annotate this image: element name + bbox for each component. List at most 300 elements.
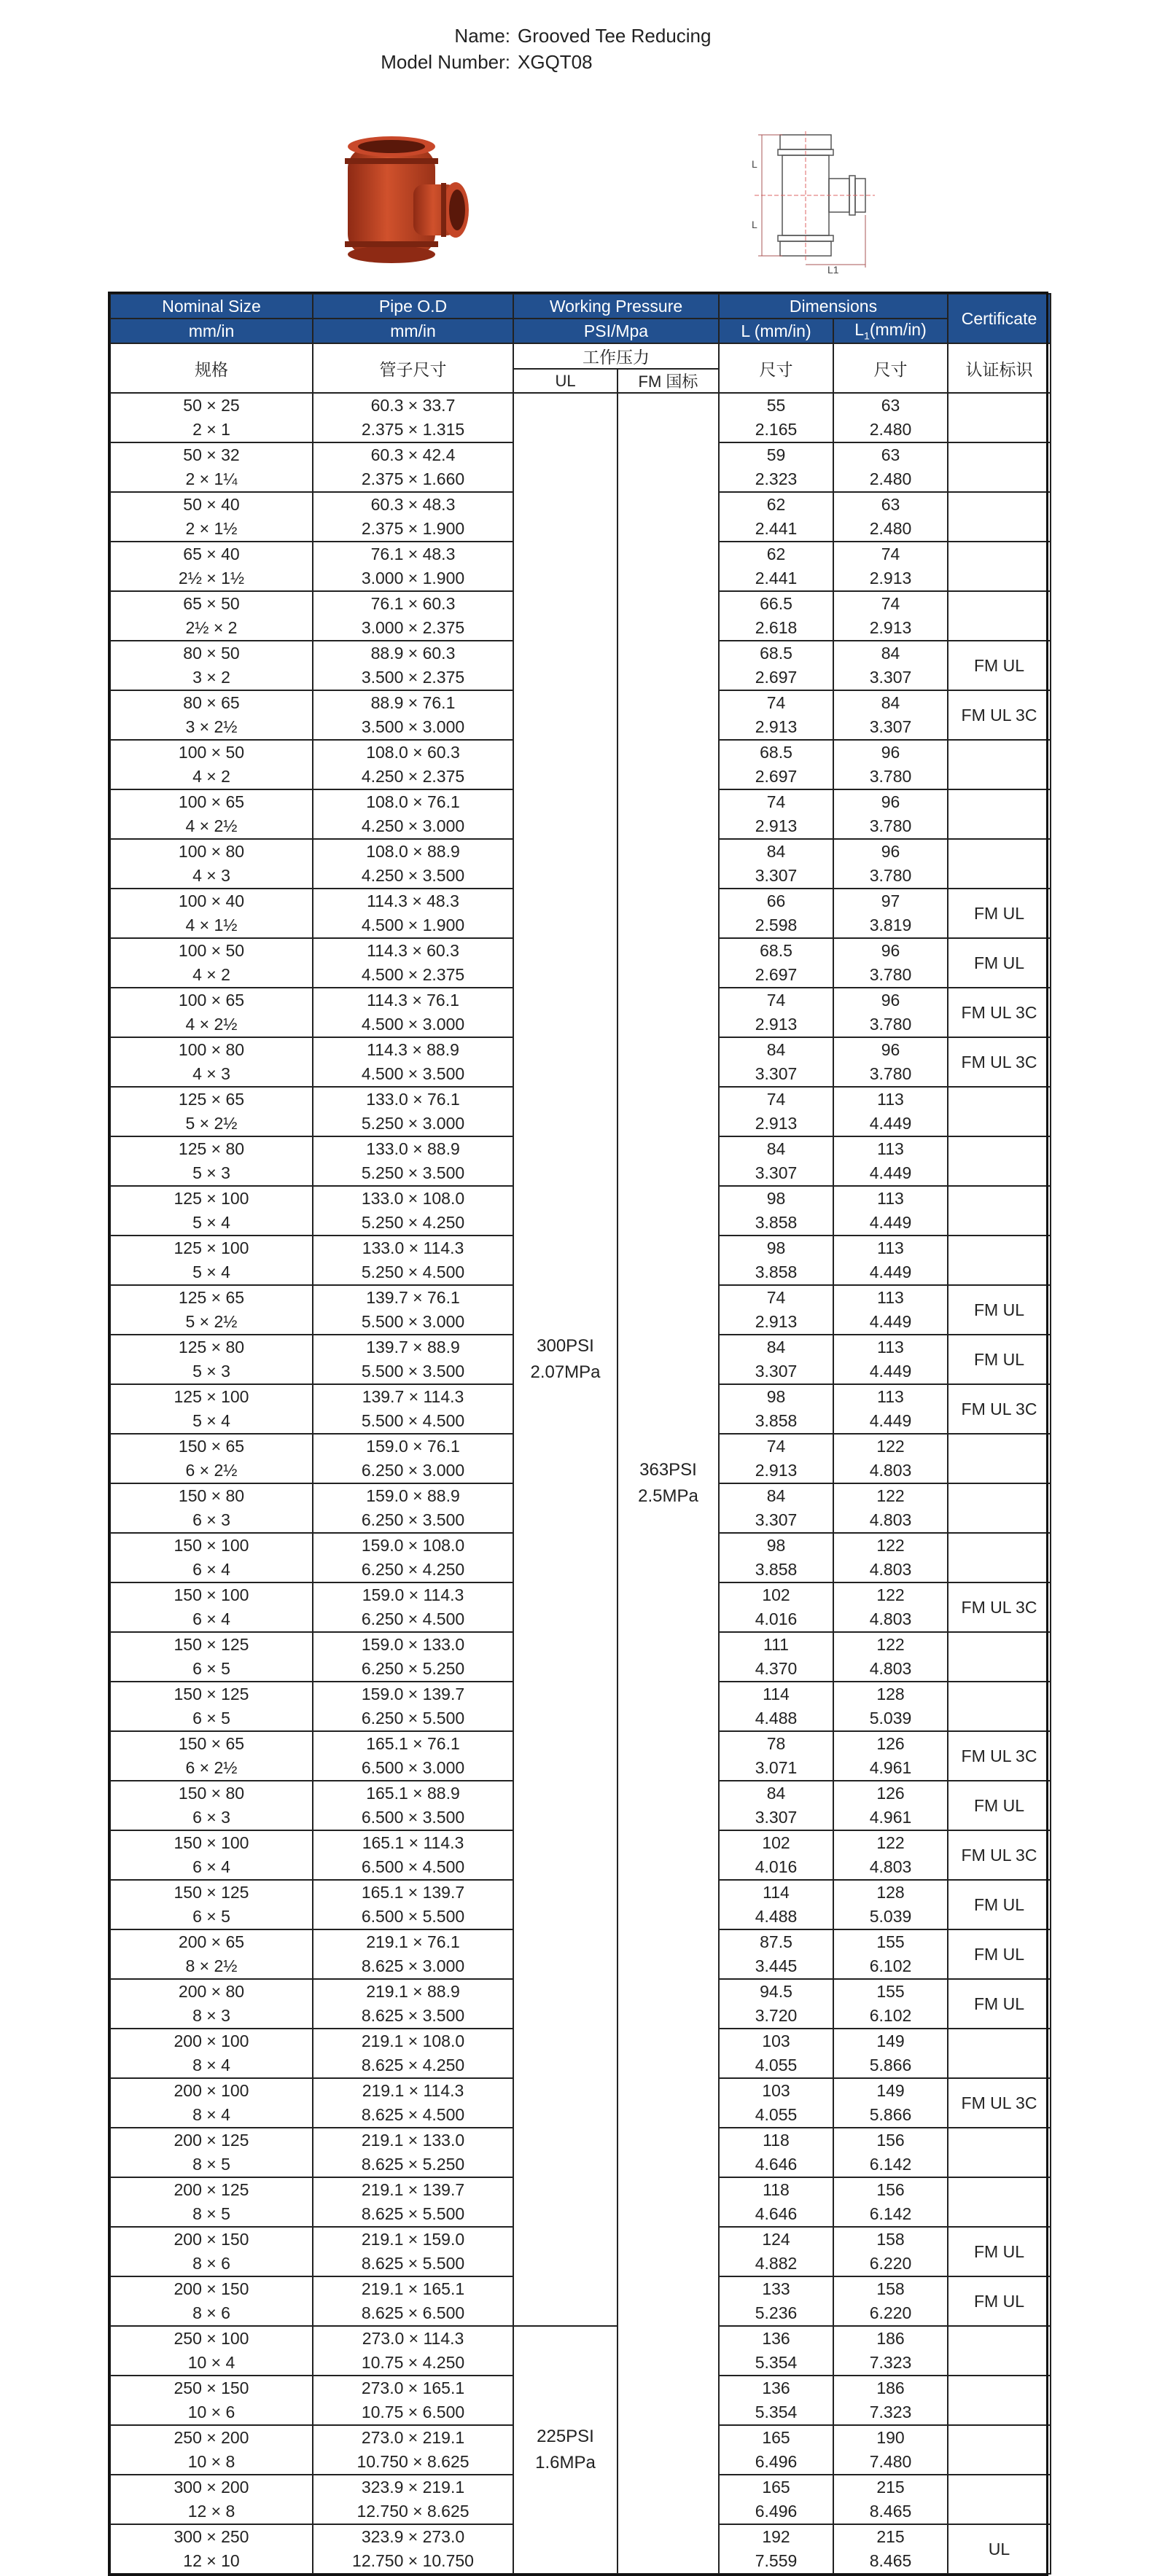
nominal-size-cell-in: 5 × 2½ (185, 1114, 238, 1133)
l-dimension-cell (719, 2276, 833, 2326)
l1-dimension-cell (833, 839, 948, 889)
pipe-od-cell-in: 3.500 × 3.000 (361, 717, 465, 736)
nominal-size-cell (110, 889, 313, 938)
nominal-size-cell-in: 8 × 5 (192, 2204, 230, 2223)
l1-dimension-cell (833, 1533, 948, 1582)
certificate-cell (948, 1236, 1051, 1285)
nominal-size-cell-mm: 80 × 50 (183, 644, 240, 663)
pipe-od-cell-mm: 108.0 × 88.9 (366, 842, 460, 861)
pipe-od-cell (313, 938, 513, 988)
pipe-od-cell-in: 6.500 × 3.000 (361, 1758, 465, 1777)
nominal-size-cell-mm: 150 × 125 (174, 1635, 249, 1654)
nominal-size-cell-mm: 150 × 80 (178, 1784, 245, 1803)
certificate-cell (948, 839, 1051, 889)
certificate-cell (948, 2376, 1051, 2425)
nominal-size-cell (110, 740, 313, 789)
l-dimension-cell-in: 3.307 (755, 1362, 798, 1381)
l1-dimension-cell-in: 7.323 (869, 2403, 912, 2421)
nominal-size-cell-mm: 200 × 100 (174, 2081, 249, 2100)
nominal-size-cell (110, 1037, 313, 1087)
nominal-size-cell-mm: 125 × 80 (178, 1139, 245, 1158)
l-dimension-cell-mm: 114 (763, 1883, 790, 1902)
l-dimension-cell (719, 2425, 833, 2475)
l-dimension-cell (719, 2475, 833, 2524)
certificate-cell (948, 2326, 1051, 2376)
certificate-cell (948, 1483, 1051, 1533)
pipe-od-cell-mm: 219.1 × 165.1 (361, 2279, 465, 2298)
l1-dimension-cell-in: 7.480 (869, 2452, 912, 2471)
certificate-cell: FM UL 3C (948, 1731, 1051, 1781)
nominal-size-cell-in: 4 × 2 (192, 965, 230, 984)
l1-dimension-cell-mm: 158 (876, 2279, 905, 2298)
l1-dimension-cell-in: 4.449 (869, 1362, 912, 1381)
l-dimension-cell-mm: 84 (766, 1139, 786, 1158)
nominal-size-cell-in: 12 × 10 (183, 2551, 240, 2570)
nominal-size-cell-in: 4 × 3 (192, 866, 230, 885)
pipe-od-cell (313, 492, 513, 542)
unit-l1-main: L (854, 320, 865, 340)
l1-dimension-cell-in: 3.307 (869, 717, 912, 736)
certificate-cell: FM UL 3C (948, 1582, 1051, 1632)
l-dimension-cell (719, 1632, 833, 1682)
l-dimension-cell-in: 2.913 (755, 1461, 798, 1480)
certificate-cell (948, 1136, 1051, 1186)
nominal-size-cell-in: 12 × 8 (187, 2502, 235, 2521)
pipe-od-cell-in: 4.250 × 2.375 (361, 767, 465, 786)
nominal-size-cell-mm: 200 × 125 (174, 2131, 249, 2150)
l1-dimension-cell (833, 889, 948, 938)
pipe-od-cell-mm: 114.3 × 88.9 (367, 1040, 459, 1059)
pipe-od-cell-mm: 139.7 × 88.9 (366, 1338, 460, 1357)
nominal-size-cell (110, 2227, 313, 2276)
pipe-od-cell-mm: 159.0 × 88.9 (366, 1486, 460, 1505)
pipe-od-cell-in: 8.625 × 5.500 (361, 2204, 465, 2223)
pipe-od-cell-mm: 219.1 × 108.0 (361, 2031, 465, 2050)
l1-dimension-cell-mm: 97 (881, 891, 900, 910)
l1-dimension-cell-in: 5.866 (869, 2056, 912, 2075)
fm-psi: 363PSI (639, 1460, 697, 1480)
l1-dimension-cell-mm: 122 (876, 1486, 905, 1505)
l-dimension-cell (719, 1186, 833, 1236)
pipe-od-cell (313, 889, 513, 938)
l1-dimension-cell (833, 492, 948, 542)
nominal-size-cell-mm: 125 × 80 (178, 1338, 245, 1357)
nominal-size-cell-mm: 125 × 100 (174, 1387, 249, 1406)
certificate-cell: FM UL (948, 2227, 1051, 2276)
certificate-cell (948, 1632, 1051, 1682)
fm-pressure-cell (618, 393, 719, 2574)
l1-dimension-cell-in: 6.220 (869, 2303, 912, 2322)
l-dimension-cell-in: 2.913 (755, 1114, 798, 1133)
l1-dimension-cell-in: 6.102 (869, 2006, 912, 2025)
pipe-od-cell (313, 2177, 513, 2227)
l-dimension-cell (719, 1037, 833, 1087)
pipe-od-cell-in: 12.750 × 8.625 (357, 2502, 470, 2521)
certificate-cell (948, 492, 1051, 542)
pipe-od-cell-in: 6.250 × 5.250 (361, 1659, 465, 1678)
pipe-od-cell (313, 1285, 513, 1335)
l-dimension-cell (719, 740, 833, 789)
unit-l1-sub: 1 (864, 329, 870, 342)
nominal-size-cell (110, 2326, 313, 2376)
pipe-od-cell (313, 1483, 513, 1533)
l-dimension-cell-mm: 59 (766, 445, 786, 464)
name-label: Name: (454, 25, 510, 47)
unit-pressure: PSI/Mpa (513, 319, 719, 343)
l1-dimension-cell-in: 6.220 (869, 2254, 912, 2273)
nominal-size-cell (110, 2128, 313, 2177)
l1-dimension-cell-mm: 122 (876, 1536, 905, 1555)
pipe-od-cell-in: 4.500 × 1.900 (361, 916, 465, 934)
l1-dimension-cell-mm: 126 (876, 1734, 905, 1753)
unit-nominal: mm/in (110, 319, 313, 343)
l-dimension-cell (719, 1335, 833, 1384)
pipe-od-cell-in: 3.000 × 2.375 (361, 618, 465, 637)
pipe-od-cell-mm: 88.9 × 60.3 (370, 644, 456, 663)
l1-dimension-cell-in: 3.780 (869, 816, 912, 835)
nominal-size-cell (110, 1781, 313, 1830)
l1-dimension-cell-mm: 155 (876, 1982, 905, 2001)
l-dimension-cell-mm: 136 (762, 2378, 790, 2397)
certificate-cell (948, 740, 1051, 789)
pipe-od-cell-in: 4.500 × 3.000 (361, 1015, 465, 1034)
l-dimension-cell (719, 1682, 833, 1731)
nominal-size-cell-mm: 200 × 150 (174, 2279, 249, 2298)
col-ul: UL (513, 369, 618, 393)
l-dimension-cell-in: 3.307 (755, 1808, 798, 1827)
pipe-od-cell-mm: 273.0 × 219.1 (361, 2428, 465, 2447)
l-dimension-cell (719, 1582, 833, 1632)
pipe-od-cell-mm: 323.9 × 273.0 (361, 2527, 465, 2546)
l1-dimension-cell-mm: 96 (881, 743, 900, 762)
l1-dimension-cell-in: 3.780 (869, 965, 912, 984)
l-dimension-cell (719, 1434, 833, 1483)
l1-dimension-cell (833, 740, 948, 789)
pipe-od-cell-mm: 114.3 × 60.3 (367, 941, 459, 960)
certificate-cell: FM UL (948, 1285, 1051, 1335)
l1-dimension-cell-in: 3.307 (869, 668, 912, 687)
nominal-size-cell (110, 2078, 313, 2128)
nominal-size-cell (110, 690, 313, 740)
nominal-size-cell-in: 5 × 4 (192, 1262, 230, 1281)
l-dimension-cell-in: 3.071 (755, 1758, 798, 1777)
nominal-size-cell (110, 2029, 313, 2078)
l-dimension-cell (719, 2029, 833, 2078)
nominal-size-cell-mm: 250 × 150 (174, 2378, 249, 2397)
nominal-size-cell (110, 1731, 313, 1781)
l-dimension-cell-in: 4.016 (755, 1609, 798, 1628)
l1-dimension-cell (833, 1087, 948, 1136)
l1-dimension-cell-mm: 74 (881, 594, 900, 613)
nominal-size-cell (110, 2276, 313, 2326)
nominal-size-cell-in: 5 × 3 (192, 1362, 230, 1381)
pipe-od-cell (313, 1236, 513, 1285)
l1-dimension-cell-in: 4.961 (869, 1808, 912, 1827)
l-dimension-cell-mm: 55 (766, 396, 786, 415)
l1-dimension-cell-in: 4.449 (869, 1262, 912, 1281)
l1-dimension-cell-mm: 215 (876, 2478, 905, 2497)
nominal-size-cell-mm: 100 × 80 (178, 842, 245, 861)
pipe-od-cell-in: 5.250 × 4.500 (361, 1262, 465, 1281)
pipe-od-cell (313, 740, 513, 789)
l-dimension-cell (719, 393, 833, 442)
nominal-size-cell (110, 1236, 313, 1285)
nominal-size-cell (110, 789, 313, 839)
l-dimension-cell (719, 2128, 833, 2177)
pipe-od-cell (313, 1830, 513, 1880)
l1-dimension-cell-mm: 96 (881, 842, 900, 861)
pipe-od-cell (313, 2425, 513, 2475)
pipe-od-cell (313, 2029, 513, 2078)
pipe-od-cell-in: 6.500 × 4.500 (361, 1857, 465, 1876)
l-dimension-cell-in: 6.496 (755, 2502, 798, 2521)
nominal-size-cell-mm: 150 × 80 (178, 1486, 245, 1505)
l1-dimension-cell-mm: 96 (881, 792, 900, 811)
l1-dimension-cell-in: 2.480 (869, 519, 912, 538)
nominal-size-cell-in: 10 × 6 (187, 2403, 235, 2421)
fm-mpa: 2.5MPa (638, 1486, 698, 1506)
pipe-od-cell (313, 2276, 513, 2326)
nominal-size-cell-in: 10 × 4 (187, 2353, 235, 2372)
nominal-size-cell-mm: 100 × 65 (178, 991, 245, 1010)
nominal-size-cell (110, 1682, 313, 1731)
pipe-od-cell-in: 4.250 × 3.000 (361, 816, 465, 835)
l1-dimension-cell-mm: 113 (877, 1090, 904, 1109)
l1-dimension-cell-mm: 190 (876, 2428, 905, 2447)
nominal-size-cell-mm: 250 × 100 (174, 2329, 249, 2348)
col-fm: FM 国标 (618, 369, 719, 393)
l1-dimension-cell (833, 1483, 948, 1533)
nominal-size-cell (110, 2524, 313, 2574)
model-label: Model Number: (381, 51, 510, 73)
certificate-cell: FM UL 3C (948, 1037, 1051, 1087)
l-dimension-cell (719, 1929, 833, 1979)
pipe-od-cell (313, 542, 513, 591)
l1-dimension-cell-mm: 113 (877, 1189, 904, 1208)
l-dimension-cell-mm: 118 (763, 2131, 790, 2150)
l1-dimension-cell (833, 2227, 948, 2276)
nominal-size-cell (110, 2425, 313, 2475)
pipe-od-cell-in: 10.75 × 4.250 (361, 2353, 465, 2372)
pipe-od-cell (313, 1682, 513, 1731)
pipe-od-cell (313, 442, 513, 492)
l1-dimension-cell-in: 6.102 (869, 1956, 912, 1975)
nominal-size-cell-mm: 100 × 40 (178, 891, 245, 910)
pipe-od-cell-in: 5.250 × 3.500 (361, 1163, 465, 1182)
l-dimension-cell-mm: 114 (763, 1685, 790, 1703)
l1-dimension-cell-mm: 122 (876, 1833, 905, 1852)
l1-dimension-cell-in: 5.039 (869, 1709, 912, 1728)
nominal-size-cell (110, 393, 313, 442)
l1-dimension-cell-mm: 149 (876, 2081, 905, 2100)
l-dimension-cell (719, 542, 833, 591)
nominal-size-cell-in: 4 × 3 (192, 1064, 230, 1083)
l-dimension-cell-mm: 84 (766, 1040, 786, 1059)
nominal-size-cell-mm: 150 × 100 (174, 1585, 249, 1604)
l-dimension-cell-mm: 78 (766, 1734, 786, 1753)
l1-dimension-cell-mm: 74 (881, 545, 900, 563)
pipe-od-cell-in: 5.500 × 4.500 (361, 1411, 465, 1430)
pipe-od-cell-mm: 159.0 × 76.1 (366, 1437, 460, 1456)
l-dimension-cell-mm: 111 (763, 1635, 789, 1654)
nominal-size-cell-mm: 250 × 200 (174, 2428, 249, 2447)
l1-dimension-cell-in: 4.449 (869, 1163, 912, 1182)
pipe-od-cell-mm: 159.0 × 108.0 (361, 1536, 465, 1555)
l-dimension-cell-mm: 98 (766, 1536, 786, 1555)
nominal-size-cell-in: 8 × 6 (192, 2303, 230, 2322)
l-dimension-cell (719, 1880, 833, 1929)
pipe-od-cell-mm: 133.0 × 114.3 (362, 1238, 464, 1257)
ul-pressure-cell-large (513, 2326, 618, 2574)
l1-dimension-label: L1 (827, 264, 839, 273)
col-working-pressure: Working Pressure (513, 294, 719, 319)
pipe-od-cell (313, 591, 513, 641)
nominal-size-cell-in: 6 × 5 (192, 1659, 230, 1678)
l-dimension-cell-mm: 62 (766, 495, 786, 514)
pipe-od-cell-mm: 219.1 × 88.9 (366, 1982, 460, 2001)
nominal-size-cell (110, 1632, 313, 1682)
l1-dimension-cell-mm: 186 (876, 2329, 905, 2348)
l-dimension-cell-mm: 62 (766, 545, 786, 563)
l-dimension-cell-mm: 74 (766, 991, 786, 1010)
pipe-od-cell-in: 6.500 × 3.500 (361, 1808, 465, 1827)
nominal-size-cell (110, 1186, 313, 1236)
nominal-size-cell (110, 1533, 313, 1582)
nominal-size-cell-in: 4 × 1½ (185, 916, 238, 934)
pipe-od-cell (313, 393, 513, 442)
nominal-size-cell-mm: 125 × 65 (178, 1288, 245, 1307)
pipe-od-cell-mm: 60.3 × 33.7 (370, 396, 456, 415)
nominal-size-cell-mm: 200 × 100 (174, 2031, 249, 2050)
pipe-od-cell-in: 5.250 × 4.250 (361, 1213, 465, 1232)
l1-dimension-cell-in: 4.803 (869, 1659, 912, 1678)
certificate-cell: FM UL (948, 1979, 1051, 2029)
certificate-cell (948, 2128, 1051, 2177)
l1-dimension-cell (833, 1285, 948, 1335)
l1-dimension-cell-mm: 96 (881, 1040, 900, 1059)
l1-dimension-cell-mm: 215 (876, 2527, 905, 2546)
pipe-od-cell (313, 988, 513, 1037)
pipe-od-cell-mm: 159.0 × 114.3 (362, 1585, 464, 1604)
pipe-od-cell-in: 6.250 × 4.500 (361, 1609, 465, 1628)
nominal-size-cell-in: 2½ × 2 (185, 618, 238, 637)
pipe-od-cell (313, 2128, 513, 2177)
ul-psi: 300PSI (537, 1336, 594, 1356)
nominal-size-cell (110, 1434, 313, 1483)
l1-dimension-cell-mm: 113 (877, 1288, 904, 1307)
l-dimension-cell (719, 2227, 833, 2276)
l1-dimension-cell-in: 4.449 (869, 1411, 912, 1430)
l-dimension-cell-mm: 84 (766, 1486, 786, 1505)
l1-dimension-cell-in: 5.039 (869, 1907, 912, 1926)
nominal-size-cell-in: 8 × 4 (192, 2105, 230, 2124)
nominal-size-cell-in: 2 × 1½ (185, 519, 238, 538)
pipe-od-cell-in: 8.625 × 5.500 (361, 2254, 465, 2273)
pipe-od-cell-in: 8.625 × 6.500 (361, 2303, 465, 2322)
l-dimension-cell (719, 1384, 833, 1434)
l-dimension-cell (719, 442, 833, 492)
nominal-size-cell-mm: 80 × 65 (183, 693, 240, 712)
certificate-cell: FM UL (948, 889, 1051, 938)
l1-dimension-cell-in: 2.913 (869, 618, 912, 637)
certificate-cell (948, 442, 1051, 492)
nominal-size-cell (110, 2475, 313, 2524)
l1-dimension-cell-mm: 156 (876, 2180, 905, 2199)
zh-l: 尺寸 (719, 343, 833, 393)
l1-dimension-cell-mm: 113 (877, 1139, 904, 1158)
l1-dimension-cell (833, 2128, 948, 2177)
pipe-od-cell (313, 1781, 513, 1830)
l1-dimension-cell (833, 2177, 948, 2227)
nominal-size-cell-in: 6 × 2½ (185, 1461, 238, 1480)
l1-dimension-cell (833, 1929, 948, 1979)
pipe-od-cell (313, 1731, 513, 1781)
l-dimension-cell-in: 4.646 (755, 2204, 798, 2223)
pipe-od-cell-mm: 139.7 × 114.3 (362, 1387, 464, 1406)
l1-dimension-cell-in: 4.449 (869, 1312, 912, 1331)
nominal-size-cell-mm: 100 × 80 (178, 1040, 245, 1059)
zh-cert: 认证标识 (948, 343, 1051, 393)
l-dimension-cell-in: 3.307 (755, 1510, 798, 1529)
l-dimension-cell-in: 3.307 (755, 1064, 798, 1083)
l-dimension-cell-mm: 68.5 (760, 644, 792, 663)
pipe-od-cell-in: 2.375 × 1.315 (361, 420, 465, 439)
pipe-od-cell-in: 6.250 × 5.500 (361, 1709, 465, 1728)
nominal-size-cell-in: 3 × 2 (192, 668, 230, 687)
l-dimension-cell (719, 2078, 833, 2128)
pipe-od-cell (313, 1533, 513, 1582)
pipe-od-cell-mm: 159.0 × 133.0 (361, 1635, 465, 1654)
l-dimension-cell-mm: 74 (766, 1288, 786, 1307)
nominal-size-cell (110, 641, 313, 690)
nominal-size-cell-mm: 150 × 65 (178, 1734, 245, 1753)
certificate-cell: FM UL 3C (948, 690, 1051, 740)
pipe-od-cell (313, 2524, 513, 2574)
pipe-od-cell-mm: 133.0 × 88.9 (366, 1139, 460, 1158)
pipe-od-cell-mm: 219.1 × 133.0 (361, 2131, 465, 2150)
nominal-size-cell (110, 1136, 313, 1186)
l1-dimension-cell-in: 3.780 (869, 866, 912, 885)
l-dimension-cell-mm: 84 (766, 1338, 786, 1357)
l1-dimension-cell-mm: 63 (881, 396, 900, 415)
certificate-cell (948, 2177, 1051, 2227)
l-dimension-cell-in: 2.913 (755, 1312, 798, 1331)
l-dimension-cell (719, 1236, 833, 1285)
l1-dimension-cell-mm: 122 (876, 1585, 905, 1604)
l1-dimension-cell-in: 4.803 (869, 1609, 912, 1628)
pipe-od-cell-in: 8.625 × 4.500 (361, 2105, 465, 2124)
pipe-od-cell-mm: 108.0 × 60.3 (366, 743, 460, 762)
l-dimension-cell-in: 2.913 (755, 816, 798, 835)
nominal-size-cell-mm: 125 × 100 (174, 1238, 249, 1257)
l1-dimension-cell (833, 1682, 948, 1731)
l-dimension-cell-mm: 74 (766, 1090, 786, 1109)
l1-dimension-cell-in: 3.780 (869, 1064, 912, 1083)
l1-dimension-cell-mm: 126 (876, 1784, 905, 1803)
nominal-size-cell-in: 10 × 8 (187, 2452, 235, 2471)
pipe-od-cell-in: 4.500 × 2.375 (361, 965, 465, 984)
l1-dimension-cell-mm: 63 (881, 445, 900, 464)
l1-dimension-cell (833, 1582, 948, 1632)
l1-dimension-cell-in: 8.465 (869, 2502, 912, 2521)
nominal-size-cell-in: 8 × 2½ (185, 1956, 238, 1975)
certificate-cell (948, 591, 1051, 641)
nominal-size-cell-in: 2 × 1 (192, 420, 230, 439)
l-dimension-cell-mm: 133 (762, 2279, 790, 2298)
ul-psi-large: 225PSI (537, 2427, 594, 2446)
pipe-od-cell-mm: 133.0 × 108.0 (361, 1189, 465, 1208)
certificate-cell (948, 2475, 1051, 2524)
